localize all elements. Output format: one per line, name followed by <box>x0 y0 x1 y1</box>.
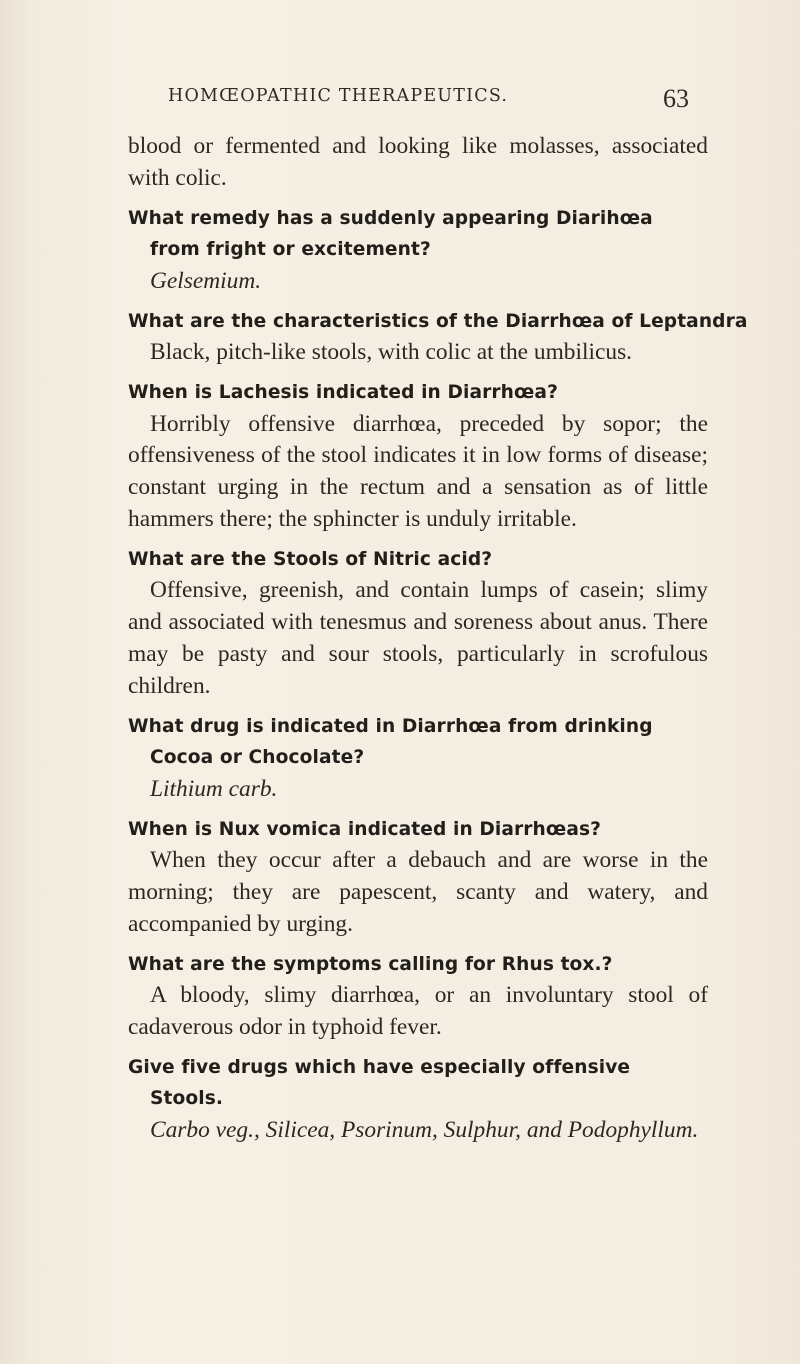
page-number: 63 <box>663 84 689 113</box>
question-rhus-tox: What are the symptoms calling for Rhus tox.? <box>128 953 613 975</box>
question-nitric-acid: What are the Stools of Nitric acid? <box>128 548 493 570</box>
question-gelsemium: What remedy has a suddenly appearing Diarihœa from fright or excitement? <box>128 207 653 261</box>
question-lachesis: When is Lachesis indicated in Diarrhœa? <box>128 381 558 403</box>
continued-answer: blood or fermented and looking like molasses, associated with colic. <box>128 133 708 191</box>
answer-gelsemium: Gelsemium. <box>150 267 262 294</box>
question-offensive-stools: Give five drugs which have especially offensive Stools. <box>128 1056 631 1110</box>
question-cocoa: What drug is indicated in Diarrhœa from drinking Cocoa or Chocolate? <box>128 715 653 769</box>
answer-nux-vomica: When they occur after a debauch and are worse in the morning; they are papescent, scanty and watery, and accompanied by urging. <box>128 847 708 937</box>
answer-rhus-tox: A bloody, slimy diarrhœa, or an involuntary stool of cadaverous odor in typhoid fever. <box>128 982 708 1040</box>
running-title: HOMŒOPATHIC THERAPEUTICS. <box>168 86 509 106</box>
answer-lachesis: Horribly offensive diarrhœa, preceded by sopor; the offensiveness of the stool indicates it in low forms of disease; constant urging in the rectum and a sensation as of little hammers there; the sphincter is unduly irritable. <box>128 410 708 532</box>
page-body <box>128 131 748 1147</box>
answer-offensive-stools: Carbo veg., Silicea, Psorinum, Sulphur, and Podophyllum. <box>150 1116 699 1143</box>
question-nux-vomica: When is Nux vomica indicated in Diarrhœas? <box>128 818 602 840</box>
answer-leptandra: Black, pitch-like stools, with colic at the umbilicus. <box>150 339 633 366</box>
question-leptandra: What are the characteristics of the Diarrhœa of Leptandra <box>128 310 748 332</box>
answer-nitric-acid: Offensive, greenish, and contain lumps of casein; slimy and associated with tenesmus and soreness about anus. There may be pasty and sour stools, particularly in scrofulous children. <box>128 577 708 699</box>
answer-cocoa: Lithium carb. <box>150 775 278 802</box>
